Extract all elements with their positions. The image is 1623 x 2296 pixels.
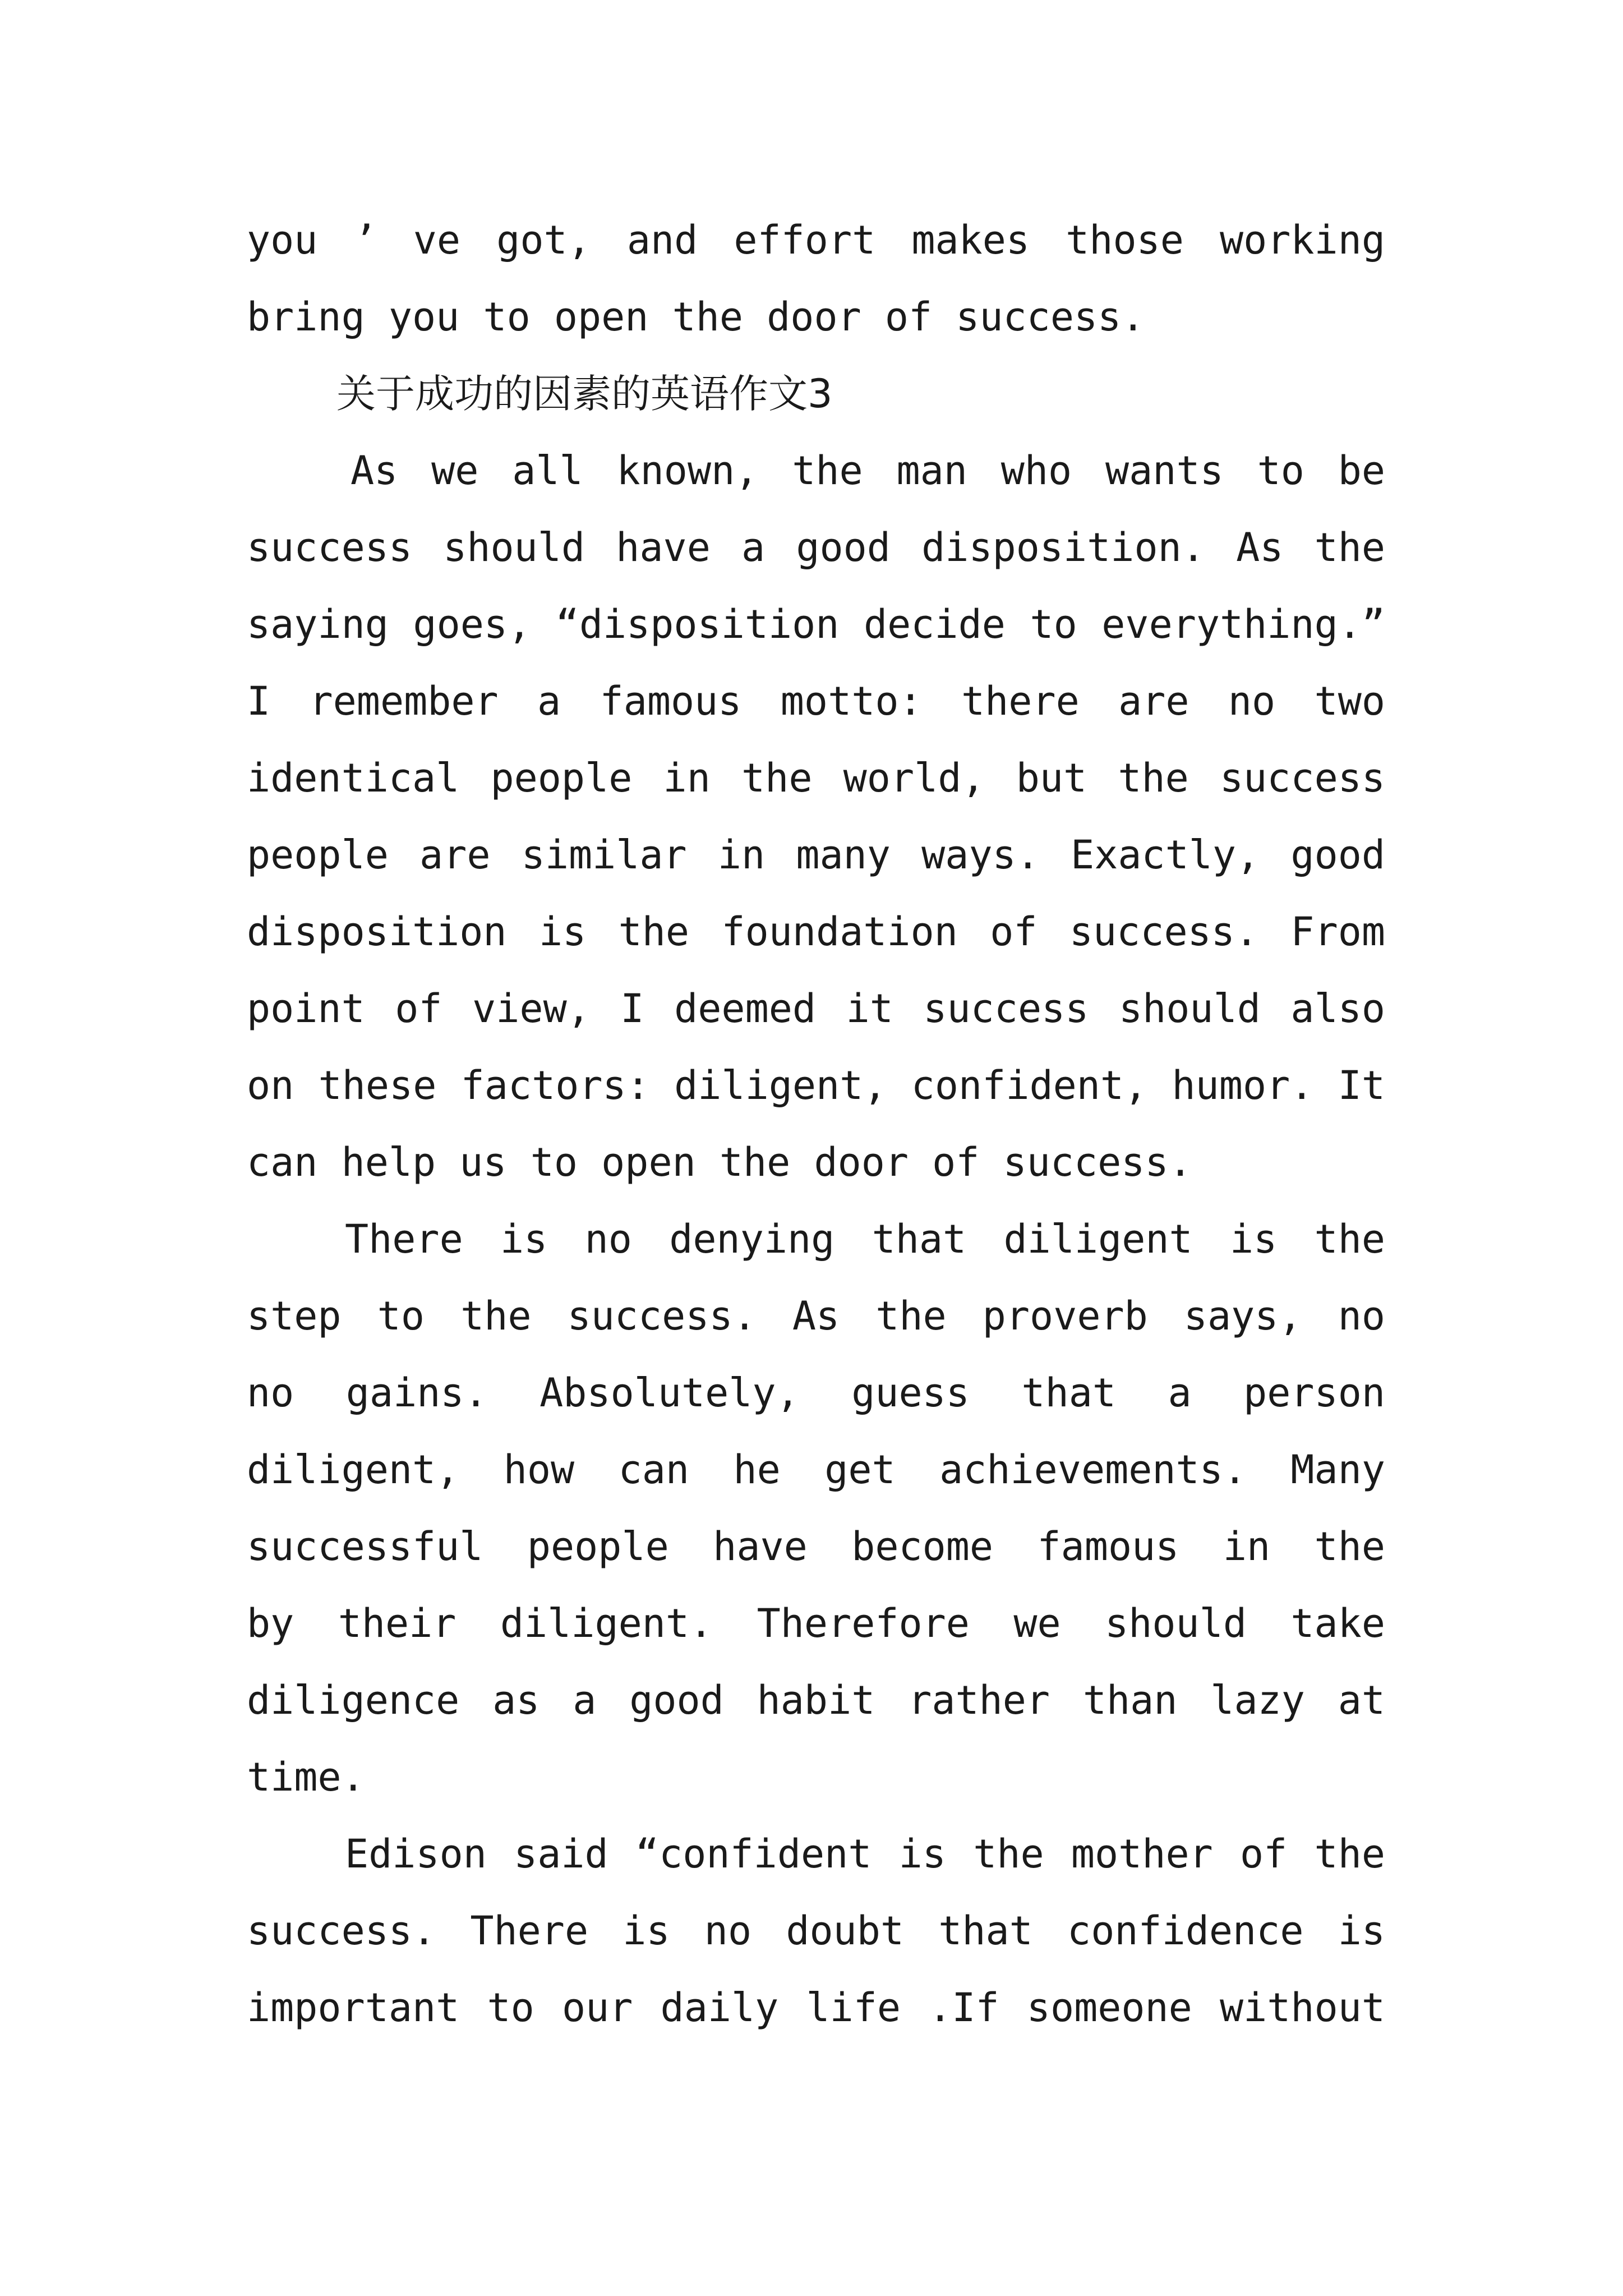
text-line: I remember a famous motto: there are no two — [247, 678, 1385, 724]
text-line: success should have a good disposition. As the — [247, 524, 1385, 570]
text-line: bring you to open the door of success. — [247, 294, 1145, 340]
text-line: identical people in the world, but the success — [247, 755, 1385, 801]
text-line: by their diligent. Therefore we should take — [247, 1600, 1385, 1646]
text-line: no gains. Absolutely, guess that a person — [247, 1370, 1385, 1416]
text-line: Edison said “confident is the mother of the — [345, 1831, 1385, 1877]
text-line: point of view, I deemed it success should also — [247, 986, 1385, 1032]
text-line: disposition is the foundation of success. From — [247, 909, 1385, 955]
text-line: on these factors: diligent, confident, humor. It — [247, 1062, 1385, 1108]
text-line: As we all known, the man who wants to be — [351, 448, 1385, 494]
text-line: important to our daily life .If someone without — [247, 1985, 1385, 2031]
text-line: saying goes, “disposition decide to everything.” — [247, 601, 1385, 647]
text-line: step to the success. As the proverb says, no — [247, 1293, 1385, 1339]
text-line: diligent, how can he get achievements. Many — [247, 1447, 1385, 1493]
text-line: successful people have become famous in the — [247, 1524, 1385, 1570]
text-line: success. There is no doubt that confidence is — [247, 1908, 1385, 1954]
text-line: time. — [247, 1754, 365, 1800]
text-line: you ’ ve got, and effort makes those working — [247, 217, 1385, 263]
essay-body — [247, 202, 1385, 2046]
section-heading: 关于成功的因素的英语作文3 — [336, 371, 833, 417]
text-line: diligence as a good habit rather than lazy at — [247, 1677, 1385, 1723]
text-line: There is no denying that diligent is the — [345, 1216, 1385, 1262]
text-line: can help us to open the door of success. — [247, 1139, 1192, 1185]
text-line: people are similar in many ways. Exactly, good — [247, 832, 1385, 878]
